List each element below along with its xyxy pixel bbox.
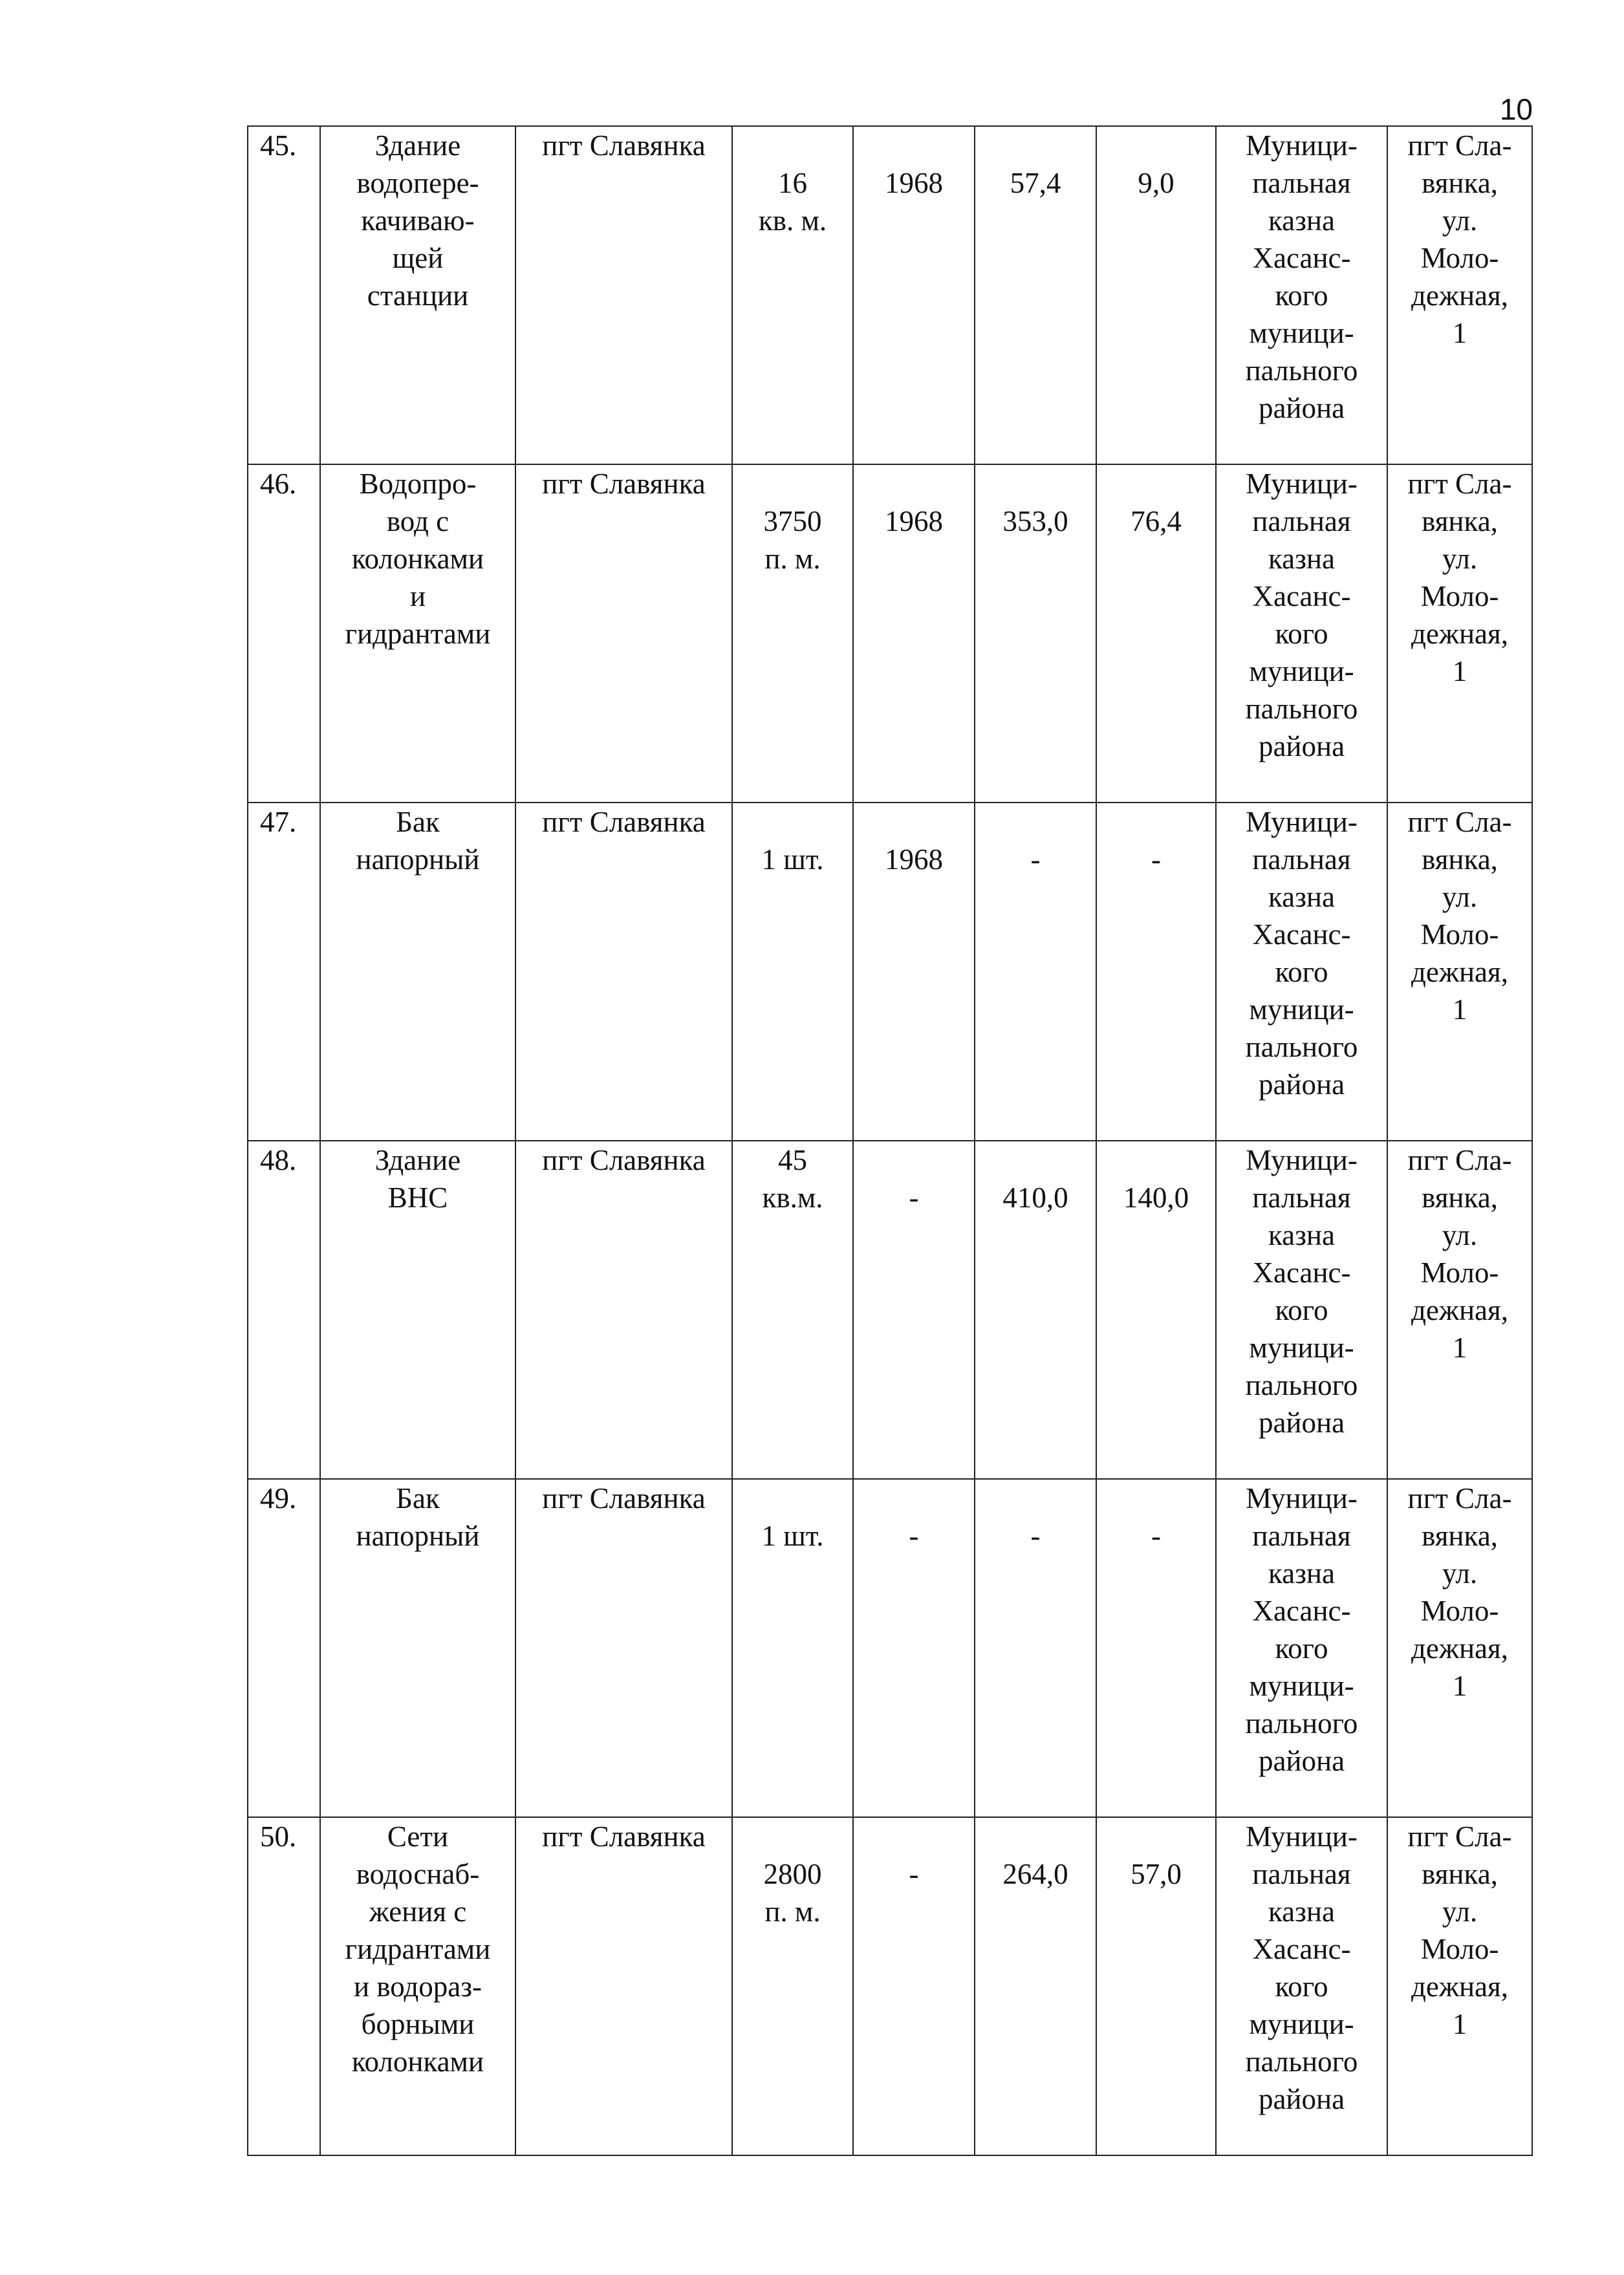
object-address: пгт Сла- вянка, ул. Моло- дежная, 1 bbox=[1387, 1141, 1532, 1479]
object-name: Водопро- вод с колонками и гидрантами bbox=[320, 464, 515, 803]
object-owner: Муници- пальная казна Хасанс- кого муници- пального района bbox=[1216, 1141, 1387, 1479]
object-location: пгт Славянка bbox=[515, 803, 732, 1141]
object-location: пгт Славянка bbox=[515, 1479, 732, 1817]
object-quantity: 16 кв. м. bbox=[732, 126, 853, 464]
object-name: Здание ВНС bbox=[320, 1141, 515, 1479]
object-value-2: 76,4 bbox=[1096, 464, 1216, 803]
object-value-2: - bbox=[1096, 803, 1216, 1141]
object-location: пгт Славянка bbox=[515, 1141, 732, 1479]
row-number: 48. bbox=[248, 1141, 320, 1479]
object-quantity: 3750 п. м. bbox=[732, 464, 853, 803]
object-year: 1968 bbox=[853, 126, 975, 464]
table-row bbox=[248, 1817, 1532, 2155]
object-value-1: - bbox=[975, 1479, 1096, 1817]
object-year: 1968 bbox=[853, 464, 975, 803]
object-location: пгт Славянка bbox=[515, 1817, 732, 2155]
row-number: 46. bbox=[248, 464, 320, 803]
table-row bbox=[248, 1141, 1532, 1479]
object-value-1: 353,0 bbox=[975, 464, 1096, 803]
row-number: 50. bbox=[248, 1817, 320, 2155]
object-owner: Муници- пальная казна Хасанс- кого муници- пального района bbox=[1216, 803, 1387, 1141]
object-owner: Муници- пальная казна Хасанс- кого муници- пального района bbox=[1216, 1479, 1387, 1817]
object-value-1: 57,4 bbox=[975, 126, 1096, 464]
object-name: Бак напорный bbox=[320, 1479, 515, 1817]
object-year: 1968 bbox=[853, 803, 975, 1141]
object-year: - bbox=[853, 1141, 975, 1479]
object-value-2: 140,0 bbox=[1096, 1141, 1216, 1479]
object-quantity: 2800 п. м. bbox=[732, 1817, 853, 2155]
object-quantity: 1 шт. bbox=[732, 803, 853, 1141]
object-owner: Муници- пальная казна Хасанс- кого муници- пального района bbox=[1216, 464, 1387, 803]
object-owner: Муници- пальная казна Хасанс- кого муници- пального района bbox=[1216, 1817, 1387, 2155]
property-registry-table bbox=[247, 125, 1533, 2156]
object-owner: Муници- пальная казна Хасанс- кого муници- пального района bbox=[1216, 126, 1387, 464]
object-value-2: 9,0 bbox=[1096, 126, 1216, 464]
object-value-1: 410,0 bbox=[975, 1141, 1096, 1479]
object-quantity: 1 шт. bbox=[732, 1479, 853, 1817]
row-number: 45. bbox=[248, 126, 320, 464]
object-year: - bbox=[853, 1479, 975, 1817]
object-value-2: - bbox=[1096, 1479, 1216, 1817]
table-row bbox=[248, 1479, 1532, 1817]
table-row bbox=[248, 803, 1532, 1141]
row-number: 49. bbox=[248, 1479, 320, 1817]
object-value-1: 264,0 bbox=[975, 1817, 1096, 2155]
object-value-1: - bbox=[975, 803, 1096, 1141]
object-quantity: 45 кв.м. bbox=[732, 1141, 853, 1479]
object-address: пгт Сла- вянка, ул. Моло- дежная, 1 bbox=[1387, 803, 1532, 1141]
row-number: 47. bbox=[248, 803, 320, 1141]
page-number: 10 bbox=[1499, 92, 1533, 126]
object-value-2: 57,0 bbox=[1096, 1817, 1216, 2155]
object-address: пгт Сла- вянка, ул. Моло- дежная, 1 bbox=[1387, 464, 1532, 803]
object-name: Сети водоснаб- жения с гидрантами и водораз- борными колонками bbox=[320, 1817, 515, 2155]
object-location: пгт Славянка bbox=[515, 464, 732, 803]
table-row bbox=[248, 126, 1532, 464]
object-name: Бак напорный bbox=[320, 803, 515, 1141]
object-location: пгт Славянка bbox=[515, 126, 732, 464]
object-name: Здание водопере- качиваю- щей станции bbox=[320, 126, 515, 464]
table-row bbox=[248, 464, 1532, 803]
object-year: - bbox=[853, 1817, 975, 2155]
object-address: пгт Сла- вянка, ул. Моло- дежная, 1 bbox=[1387, 1817, 1532, 2155]
object-address: пгт Сла- вянка, ул. Моло- дежная, 1 bbox=[1387, 1479, 1532, 1817]
object-address: пгт Сла- вянка, ул. Моло- дежная, 1 bbox=[1387, 126, 1532, 464]
